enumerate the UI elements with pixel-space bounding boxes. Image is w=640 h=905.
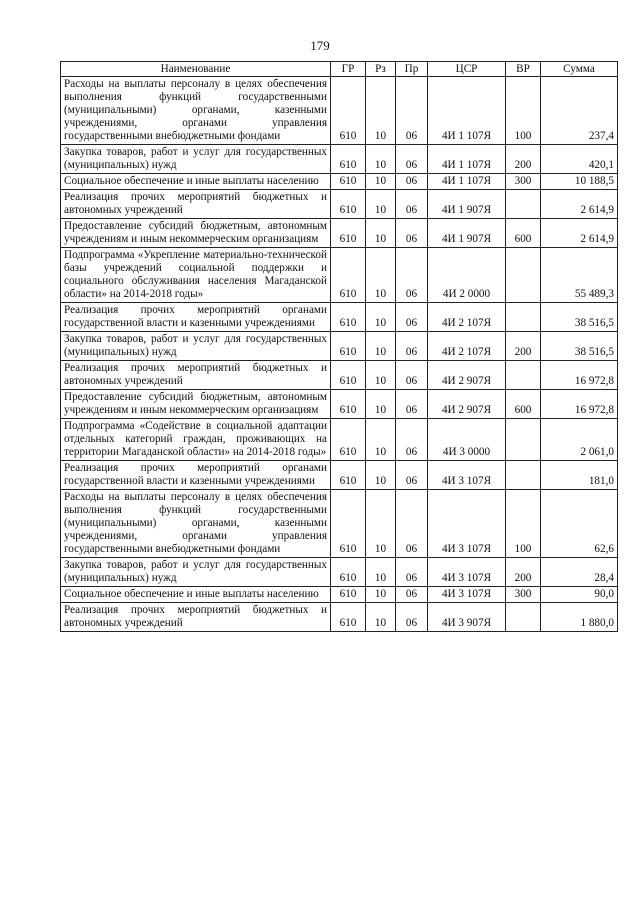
cell-rz: 10 bbox=[366, 332, 396, 361]
cell-sum: 2 061,0 bbox=[541, 419, 618, 461]
cell-sum: 90,0 bbox=[541, 587, 618, 603]
table-header-row bbox=[61, 62, 618, 77]
cell-pr: 06 bbox=[396, 361, 428, 390]
cell-name: Закупка товаров, работ и услуг для государственных (муниципальных) нужд bbox=[61, 145, 331, 174]
cell-rz: 10 bbox=[366, 603, 396, 632]
cell-vr bbox=[506, 461, 541, 490]
cell-name: Реализация прочих мероприятий органами государственной власти и казенными учреждениями bbox=[61, 303, 331, 332]
cell-gr: 610 bbox=[331, 248, 366, 303]
cell-csr: 4И 2 907Я bbox=[428, 390, 506, 419]
cell-gr: 610 bbox=[331, 587, 366, 603]
header-rz: Рз bbox=[366, 62, 396, 77]
page-number: 179 bbox=[310, 38, 330, 53]
cell-sum: 2 614,9 bbox=[541, 190, 618, 219]
cell-sum: 62,6 bbox=[541, 490, 618, 558]
table-body bbox=[61, 77, 618, 632]
table-row bbox=[61, 490, 618, 558]
cell-pr: 06 bbox=[396, 174, 428, 190]
cell-rz: 10 bbox=[366, 587, 396, 603]
cell-sum: 1 880,0 bbox=[541, 603, 618, 632]
cell-rz: 10 bbox=[366, 461, 396, 490]
cell-csr: 4И 3 107Я bbox=[428, 587, 506, 603]
cell-sum: 10 188,5 bbox=[541, 174, 618, 190]
table-row bbox=[61, 145, 618, 174]
cell-sum: 55 489,3 bbox=[541, 248, 618, 303]
cell-sum: 420,1 bbox=[541, 145, 618, 174]
cell-pr: 06 bbox=[396, 558, 428, 587]
cell-pr: 06 bbox=[396, 248, 428, 303]
cell-gr: 610 bbox=[331, 361, 366, 390]
cell-gr: 610 bbox=[331, 219, 366, 248]
cell-rz: 10 bbox=[366, 190, 396, 219]
cell-csr: 4И 2 107Я bbox=[428, 303, 506, 332]
cell-rz: 10 bbox=[366, 77, 396, 145]
cell-csr: 4И 2 907Я bbox=[428, 361, 506, 390]
cell-name: Подпрограмма «Укрепление материально-технической базы учреждений социальной поддержки и социального обслуживания населения Магаданской области» на 2014-2018 годы» bbox=[61, 248, 331, 303]
cell-rz: 10 bbox=[366, 174, 396, 190]
cell-vr: 600 bbox=[506, 390, 541, 419]
cell-pr: 06 bbox=[396, 419, 428, 461]
cell-gr: 610 bbox=[331, 419, 366, 461]
table-row bbox=[61, 361, 618, 390]
cell-gr: 610 bbox=[331, 332, 366, 361]
table-row bbox=[61, 190, 618, 219]
cell-gr: 610 bbox=[331, 174, 366, 190]
cell-vr: 300 bbox=[506, 587, 541, 603]
cell-gr: 610 bbox=[331, 490, 366, 558]
cell-name: Предоставление субсидий бюджетным, автономным учреждениям и иным некоммерческим организациям bbox=[61, 390, 331, 419]
cell-vr: 200 bbox=[506, 145, 541, 174]
cell-vr bbox=[506, 248, 541, 303]
cell-rz: 10 bbox=[366, 219, 396, 248]
cell-gr: 610 bbox=[331, 390, 366, 419]
cell-vr bbox=[506, 419, 541, 461]
cell-rz: 10 bbox=[366, 303, 396, 332]
table-row bbox=[61, 77, 618, 145]
cell-name: Закупка товаров, работ и услуг для государственных (муниципальных) нужд bbox=[61, 332, 331, 361]
cell-pr: 06 bbox=[396, 219, 428, 248]
header-sum: Сумма bbox=[541, 62, 618, 77]
cell-csr: 4И 2 107Я bbox=[428, 332, 506, 361]
cell-csr: 4И 3 107Я bbox=[428, 461, 506, 490]
header-csr: ЦСР bbox=[428, 62, 506, 77]
cell-pr: 06 bbox=[396, 303, 428, 332]
cell-name: Реализация прочих мероприятий органами государственной власти и казенными учреждениями bbox=[61, 461, 331, 490]
cell-rz: 10 bbox=[366, 390, 396, 419]
cell-pr: 06 bbox=[396, 145, 428, 174]
cell-name: Расходы на выплаты персоналу в целях обеспечения выполнения функций государственными (муниципальными) органами, казенными учреждениями, органами управления государственными внебюджетными фондами bbox=[61, 77, 331, 145]
cell-csr: 4И 1 107Я bbox=[428, 145, 506, 174]
cell-pr: 06 bbox=[396, 587, 428, 603]
cell-gr: 610 bbox=[331, 145, 366, 174]
cell-sum: 16 972,8 bbox=[541, 361, 618, 390]
cell-csr: 4И 1 907Я bbox=[428, 219, 506, 248]
header-gr: ГР bbox=[331, 62, 366, 77]
cell-sum: 38 516,5 bbox=[541, 332, 618, 361]
cell-sum: 181,0 bbox=[541, 461, 618, 490]
cell-vr: 100 bbox=[506, 490, 541, 558]
cell-pr: 06 bbox=[396, 190, 428, 219]
table-row bbox=[61, 390, 618, 419]
table-row bbox=[61, 558, 618, 587]
header-pr: Пр bbox=[396, 62, 428, 77]
table-row bbox=[61, 332, 618, 361]
cell-name: Расходы на выплаты персоналу в целях обеспечения выполнения функций государственными (муниципальными) органами, казенными учреждениями, органами управления государственными внебюджетными фондами bbox=[61, 490, 331, 558]
cell-rz: 10 bbox=[366, 145, 396, 174]
cell-gr: 610 bbox=[331, 77, 366, 145]
cell-pr: 06 bbox=[396, 332, 428, 361]
cell-gr: 610 bbox=[331, 461, 366, 490]
cell-vr: 100 bbox=[506, 77, 541, 145]
cell-csr: 4И 1 107Я bbox=[428, 174, 506, 190]
header-name: Наименование bbox=[61, 62, 331, 77]
table-row bbox=[61, 419, 618, 461]
cell-vr bbox=[506, 361, 541, 390]
cell-name: Реализация прочих мероприятий бюджетных и автономных учреждений bbox=[61, 361, 331, 390]
cell-pr: 06 bbox=[396, 603, 428, 632]
cell-name: Реализация прочих мероприятий бюджетных и автономных учреждений bbox=[61, 603, 331, 632]
cell-pr: 06 bbox=[396, 461, 428, 490]
cell-csr: 4И 3 107Я bbox=[428, 490, 506, 558]
cell-name: Закупка товаров, работ и услуг для государственных (муниципальных) нужд bbox=[61, 558, 331, 587]
cell-gr: 610 bbox=[331, 190, 366, 219]
cell-vr bbox=[506, 190, 541, 219]
cell-rz: 10 bbox=[366, 490, 396, 558]
table-row bbox=[61, 248, 618, 303]
cell-name: Социальное обеспечение и иные выплаты населению bbox=[61, 174, 331, 190]
cell-rz: 10 bbox=[366, 558, 396, 587]
cell-sum: 28,4 bbox=[541, 558, 618, 587]
table-row bbox=[61, 219, 618, 248]
cell-sum: 38 516,5 bbox=[541, 303, 618, 332]
table-row bbox=[61, 603, 618, 632]
cell-csr: 4И 3 907Я bbox=[428, 603, 506, 632]
cell-csr: 4И 3 107Я bbox=[428, 558, 506, 587]
cell-pr: 06 bbox=[396, 490, 428, 558]
cell-gr: 610 bbox=[331, 558, 366, 587]
cell-vr: 200 bbox=[506, 332, 541, 361]
cell-csr: 4И 1 907Я bbox=[428, 190, 506, 219]
table-row bbox=[61, 461, 618, 490]
cell-pr: 06 bbox=[396, 77, 428, 145]
cell-vr bbox=[506, 303, 541, 332]
header-vr: ВР bbox=[506, 62, 541, 77]
table-row bbox=[61, 303, 618, 332]
cell-rz: 10 bbox=[366, 361, 396, 390]
cell-name: Реализация прочих мероприятий бюджетных и автономных учреждений bbox=[61, 190, 331, 219]
cell-rz: 10 bbox=[366, 419, 396, 461]
cell-gr: 610 bbox=[331, 303, 366, 332]
table-row bbox=[61, 174, 618, 190]
cell-vr bbox=[506, 603, 541, 632]
cell-csr: 4И 2 0000 bbox=[428, 248, 506, 303]
cell-vr: 200 bbox=[506, 558, 541, 587]
cell-pr: 06 bbox=[396, 390, 428, 419]
cell-rz: 10 bbox=[366, 248, 396, 303]
cell-name: Социальное обеспечение и иные выплаты населению bbox=[61, 587, 331, 603]
cell-vr: 600 bbox=[506, 219, 541, 248]
cell-name: Предоставление субсидий бюджетным, автономным учреждениям и иным некоммерческим организациям bbox=[61, 219, 331, 248]
table-row bbox=[61, 587, 618, 603]
cell-sum: 2 614,9 bbox=[541, 219, 618, 248]
cell-sum: 16 972,8 bbox=[541, 390, 618, 419]
cell-csr: 4И 3 0000 bbox=[428, 419, 506, 461]
budget-table bbox=[60, 61, 618, 632]
cell-name: Подпрограмма «Содействие в социальной адаптации отдельных категорий граждан, проживающих на территории Магаданской области» на 2014-2018 годы» bbox=[61, 419, 331, 461]
cell-vr: 300 bbox=[506, 174, 541, 190]
cell-gr: 610 bbox=[331, 603, 366, 632]
cell-csr: 4И 1 107Я bbox=[428, 77, 506, 145]
cell-sum: 237,4 bbox=[541, 77, 618, 145]
